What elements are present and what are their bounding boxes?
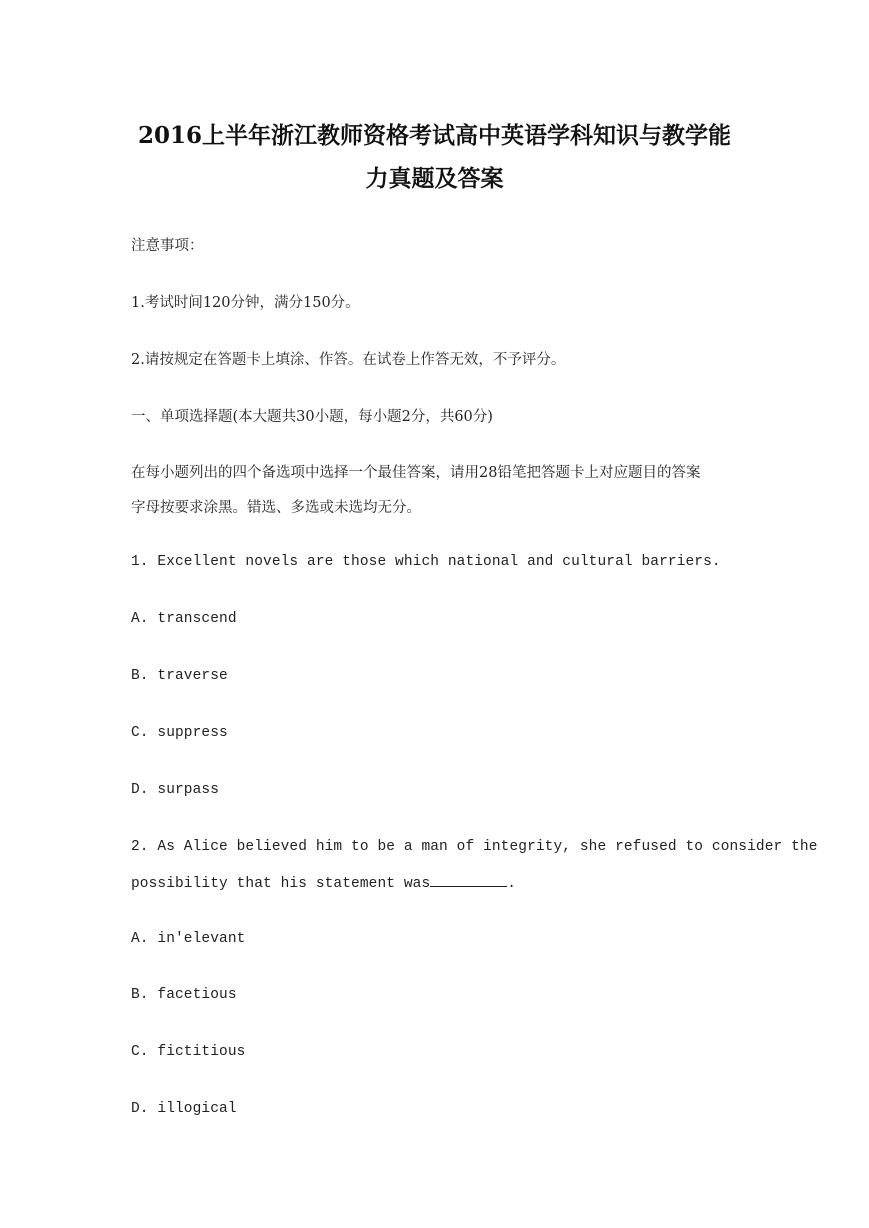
- question-2-option-a: A. in'elevant: [131, 931, 246, 947]
- notes-item-2: 2.请按规定在答题卡上填涂、作答。在试卷上作答无效，不予评分。: [131, 352, 566, 368]
- question-1-option-b: B. traverse: [131, 668, 228, 684]
- question-2-stem-line-2-suffix: .: [507, 876, 517, 892]
- document-title-line-2: 力真题及答案: [365, 165, 504, 192]
- question-2-stem-line-1: 2. As Alice believed him to be a man of integrity, she refused to consider the: [131, 839, 818, 855]
- notes-item-1: 1.考试时间120分钟，满分150分。: [131, 295, 360, 311]
- question-1-option-c: C. suppress: [131, 725, 228, 741]
- section-heading: 一、单项选择题(本大题共30小题，每小题2分，共60分): [131, 409, 493, 425]
- section-instruction-line-1: 在每小题列出的四个备选项中选择一个最佳答案，请用28铅笔把答题卡上对应题目的答案: [131, 465, 701, 481]
- section-instruction-line-2: 字母按要求涂黑。错选、多选或未选均无分。: [131, 500, 421, 516]
- question-2-option-d: D. illogical: [131, 1101, 237, 1117]
- question-2-option-c: C. fictitious: [131, 1044, 246, 1060]
- question-2-option-b: B. facetious: [131, 987, 237, 1003]
- notes-heading: 注意事项：: [131, 238, 204, 254]
- question-1-option-a: A. transcend: [131, 611, 237, 627]
- answer-blank: [430, 874, 507, 887]
- question-2-stem-line-2: [131, 874, 516, 892]
- question-1-option-d: D. surpass: [131, 782, 220, 798]
- question-1-stem: 1. Excellent novels are those which national and cultural barriers.: [131, 554, 721, 570]
- question-2-stem-line-2-prefix: possibility that his statement was: [131, 876, 431, 892]
- document-title-line-1: 2016上半年浙江教师资格考试高中英语学科知识与教学能: [137, 122, 731, 149]
